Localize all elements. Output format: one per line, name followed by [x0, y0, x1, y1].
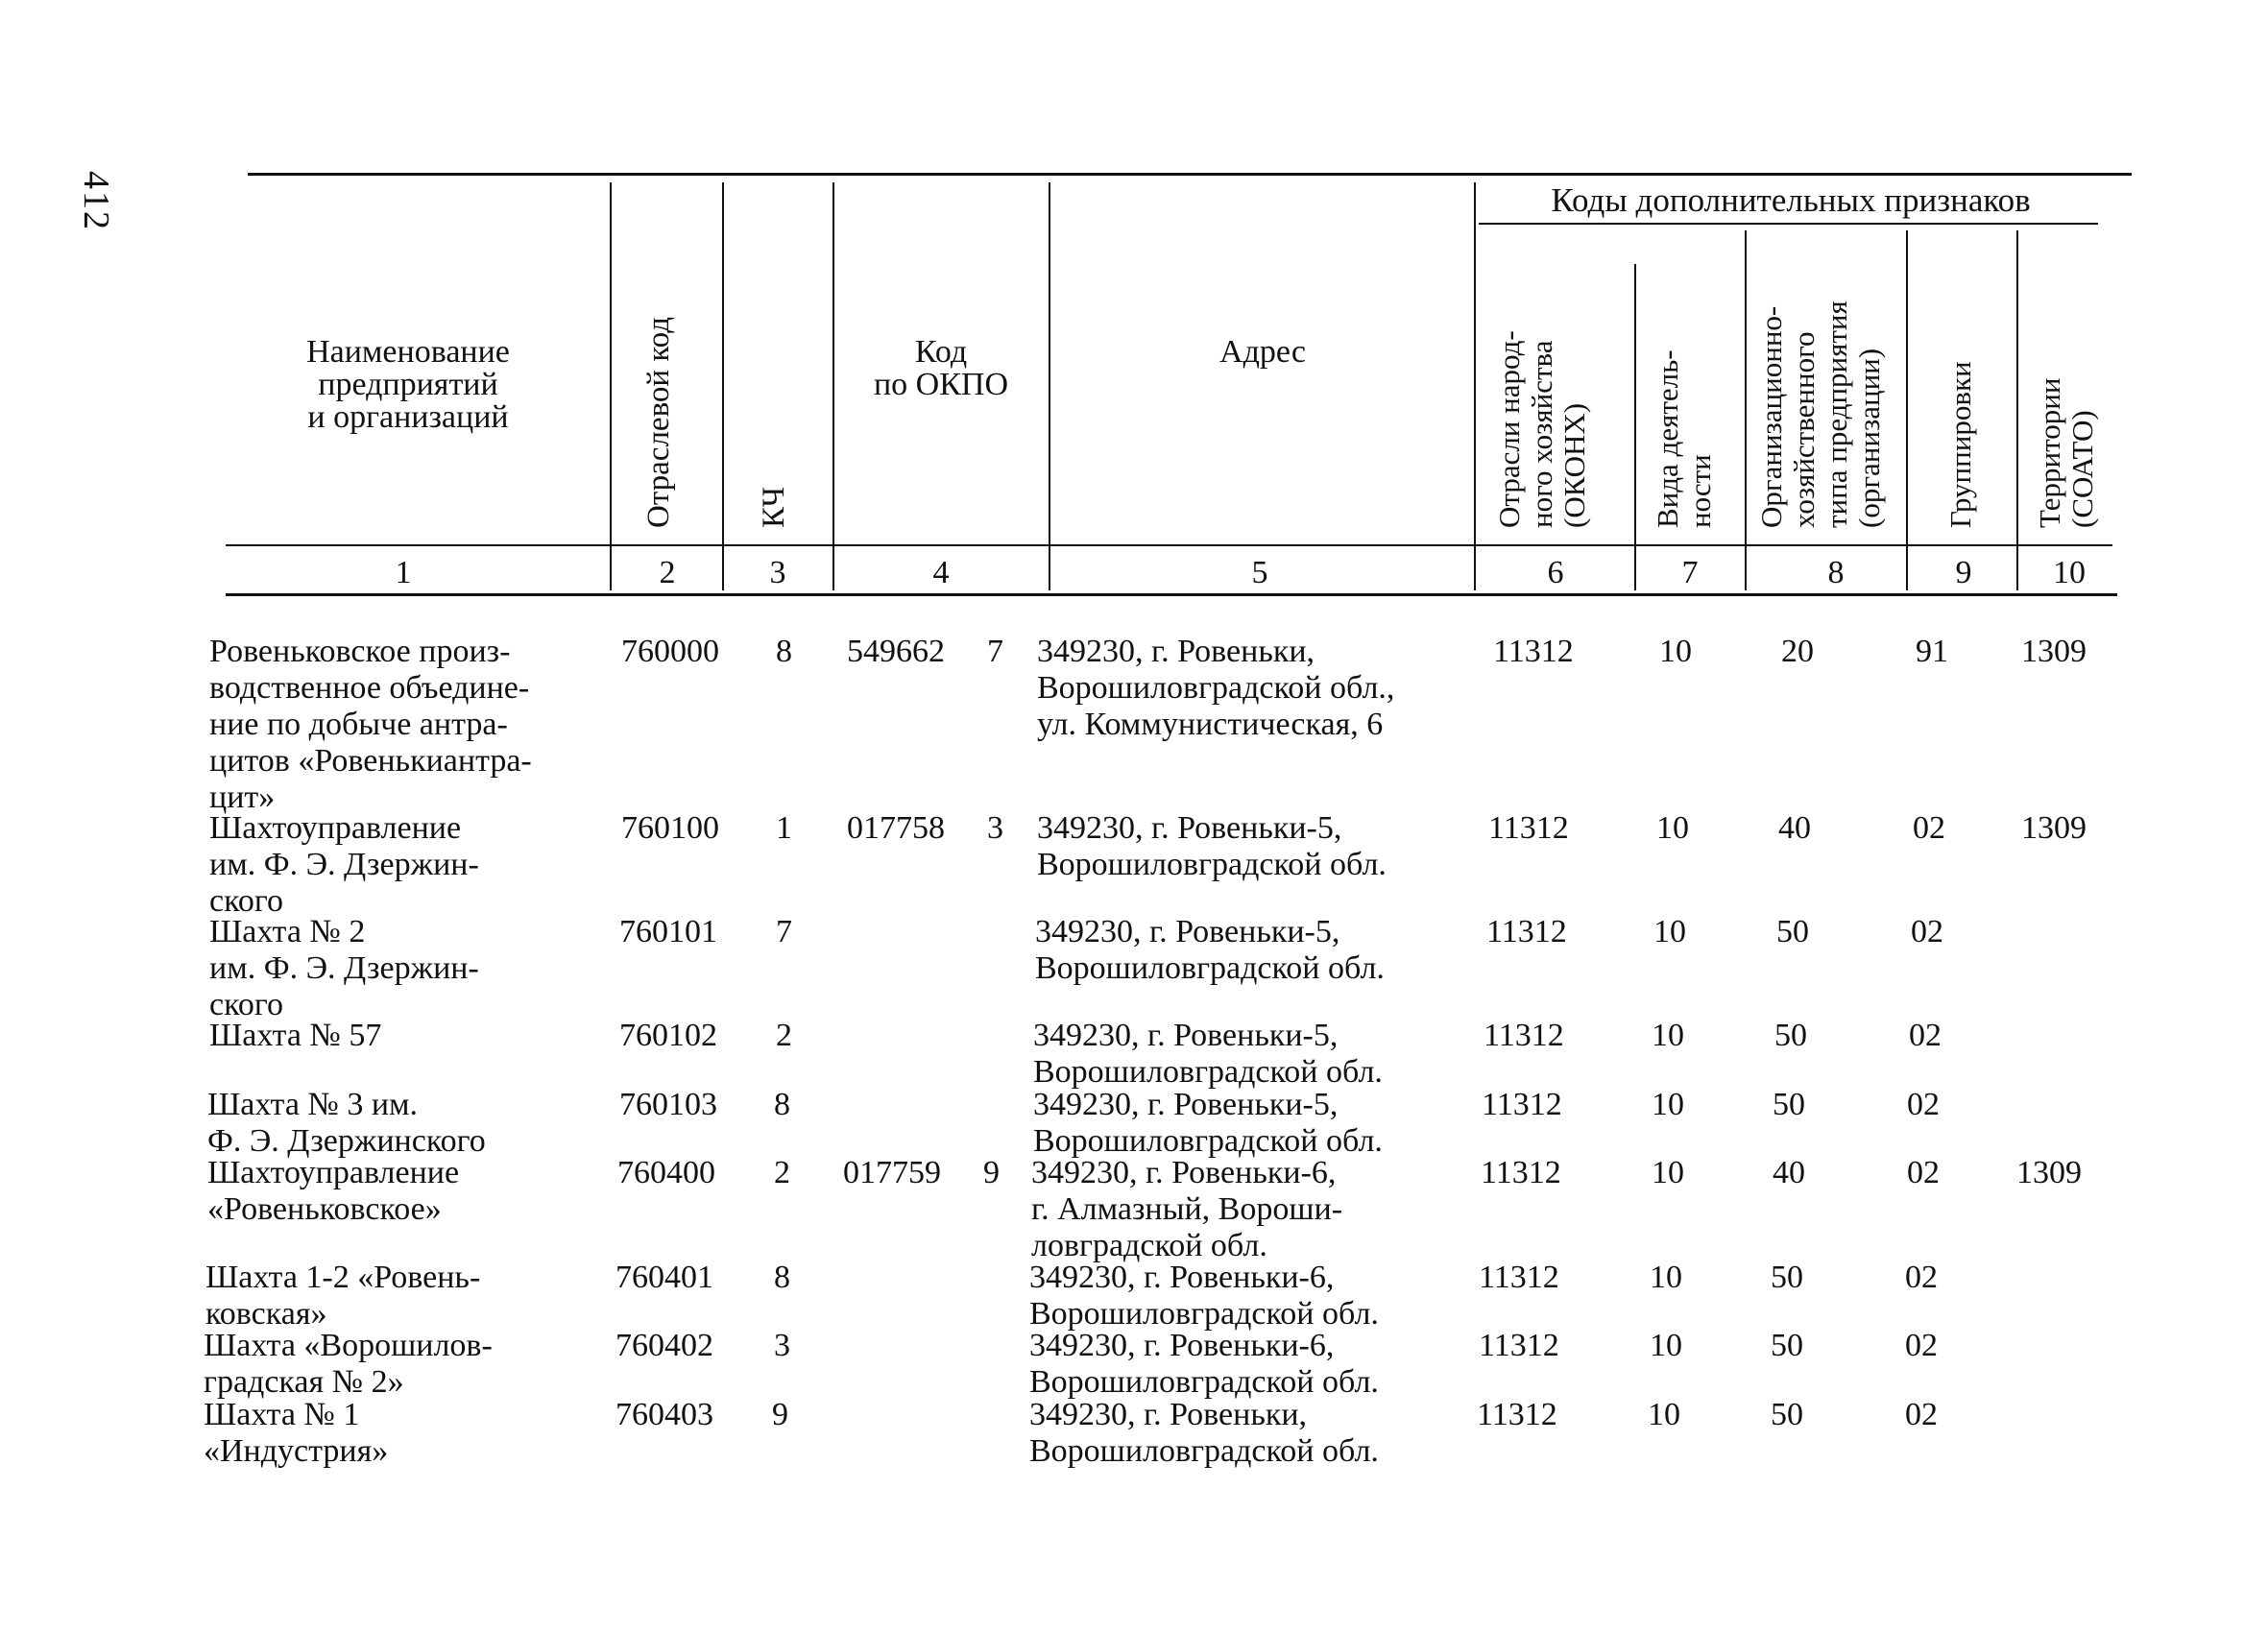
row-2-activity: 10: [1656, 810, 1689, 846]
row-6-group: 02: [1907, 1155, 1940, 1190]
row-1-okonh: 11312: [1493, 634, 1574, 669]
row-1-activity: 10: [1659, 634, 1692, 669]
page-number: 412: [76, 171, 116, 231]
row-7-group: 02: [1905, 1260, 1938, 1295]
row-4-okonh: 11312: [1484, 1018, 1564, 1053]
row-9-group: 02: [1905, 1397, 1938, 1432]
extra-codes-underline: [1479, 223, 2098, 225]
row-2-code: 760100: [621, 810, 719, 846]
header-address: Адрес: [1219, 334, 1306, 370]
column-number-7: 7: [1681, 555, 1699, 590]
table-top-rule: [248, 173, 2132, 176]
row-5-activity: 10: [1652, 1087, 1684, 1122]
row-7-org-type: 50: [1771, 1260, 1803, 1295]
row-1-code: 760000: [621, 634, 719, 669]
row-1-group: 91: [1916, 634, 1948, 669]
column-number-6: 6: [1547, 555, 1564, 590]
header-okonh: Отрасли народ- ного хозяйства (ОКОНХ): [1492, 330, 1591, 528]
col-divider-5: [1049, 182, 1050, 590]
row-3-address: 349230, г. Ровеньки-5, Ворошиловградской обл.: [1035, 914, 1385, 986]
column-number-5: 5: [1251, 555, 1268, 590]
row-7-kch: 8: [774, 1260, 790, 1295]
row-1-soato: 1309: [2021, 634, 2087, 669]
row-3-org-type: 50: [1776, 914, 1809, 949]
row-9-code: 760403: [615, 1397, 713, 1432]
row-1-kch: 8: [776, 634, 792, 669]
row-2-address: 349230, г. Ровеньки-5, Ворошиловградской обл.: [1037, 810, 1387, 882]
header-okpo: Код по ОКПО: [873, 334, 1009, 402]
column-number-8: 8: [1827, 555, 1845, 590]
row-5-okonh: 11312: [1482, 1087, 1562, 1122]
row-1-name: Ровеньковское произ- водственное объедине- ние по добыче антра- цитов «Ровенькиантра- цит»: [209, 634, 532, 815]
row-4-activity: 10: [1652, 1018, 1684, 1053]
row-6-kch: 2: [774, 1155, 790, 1190]
row-8-org-type: 50: [1771, 1328, 1803, 1363]
column-number-3: 3: [769, 555, 786, 590]
row-2-okonh: 11312: [1488, 810, 1569, 846]
row-3-kch: 7: [776, 914, 792, 949]
row-2-org-type: 40: [1778, 810, 1811, 846]
row-6-okpo-check: 9: [983, 1155, 1000, 1190]
row-8-group: 02: [1905, 1328, 1938, 1363]
row-9-org-type: 50: [1771, 1397, 1803, 1432]
header-bottom-rule: [226, 544, 2112, 546]
header-branch-code: Отраслевой код: [641, 316, 676, 528]
row-9-name: Шахта № 1 «Индустрия»: [204, 1397, 389, 1469]
header-extra-codes: Коды дополнительных признаков: [1551, 181, 2031, 219]
col-divider-7: [1634, 264, 1636, 590]
row-3-okonh: 11312: [1486, 914, 1567, 949]
row-1-org-type: 20: [1781, 634, 1814, 669]
row-2-kch: 1: [776, 810, 792, 846]
column-number-10: 10: [2053, 555, 2086, 590]
row-2-okpo: 017758: [847, 810, 945, 846]
row-7-code: 760401: [615, 1260, 713, 1295]
row-8-okonh: 11312: [1479, 1328, 1559, 1363]
column-number-1: 1: [395, 555, 412, 590]
row-3-code: 760101: [619, 914, 717, 949]
row-5-code: 760103: [619, 1087, 717, 1122]
row-1-okpo: 549662: [847, 634, 945, 669]
row-6-org-type: 40: [1773, 1155, 1805, 1190]
row-3-activity: 10: [1653, 914, 1686, 949]
row-8-name: Шахта «Ворошилов- градская № 2»: [204, 1328, 493, 1400]
row-4-code: 760102: [619, 1018, 717, 1053]
row-2-group: 02: [1913, 810, 1945, 846]
column-number-2: 2: [659, 555, 676, 590]
row-9-okonh: 11312: [1477, 1397, 1557, 1432]
row-6-soato: 1309: [2016, 1155, 2082, 1190]
row-2-okpo-check: 3: [987, 810, 1003, 846]
row-9-address: 349230, г. Ровеньки, Ворошиловградской обл.: [1029, 1397, 1379, 1469]
row-6-name: Шахтоуправление «Ровеньковское»: [207, 1155, 460, 1227]
col-divider-8: [1745, 230, 1747, 590]
header-soato: Территории (СОАТО): [2033, 377, 2099, 528]
row-7-activity: 10: [1650, 1260, 1682, 1295]
row-6-address: 349230, г. Ровеньки-6, г. Алмазный, Вороши- ловградской обл.: [1031, 1155, 1343, 1263]
row-6-okonh: 11312: [1481, 1155, 1561, 1190]
row-5-org-type: 50: [1773, 1087, 1805, 1122]
col-divider-2: [610, 182, 612, 590]
row-5-group: 02: [1907, 1087, 1940, 1122]
col-divider-3: [722, 182, 724, 590]
row-8-activity: 10: [1650, 1328, 1682, 1363]
row-4-group: 02: [1909, 1018, 1942, 1053]
col-divider-9: [1906, 230, 1908, 590]
header-groups: Группировки: [1943, 361, 1977, 528]
row-2-name: Шахтоуправление им. Ф. Э. Дзержин- ского: [209, 810, 479, 919]
header-kch: КЧ: [757, 486, 791, 528]
row-5-name: Шахта № 3 им. Ф. Э. Дзержинского: [207, 1087, 486, 1159]
row-8-address: 349230, г. Ровеньки-6, Ворошиловградской обл.: [1029, 1328, 1379, 1400]
col-divider-4: [832, 182, 834, 590]
row-7-okonh: 11312: [1479, 1260, 1559, 1295]
header-name: Наименование предприятий и организаций: [306, 334, 510, 435]
column-numbers-bottom-rule: [226, 593, 2117, 596]
row-9-activity: 10: [1648, 1397, 1680, 1432]
row-4-kch: 2: [776, 1018, 792, 1053]
row-9-kch: 9: [772, 1397, 788, 1432]
header-org-type: Организационно- хозяйственного типа предприятия (организации): [1754, 300, 1886, 528]
row-1-okpo-check: 7: [987, 634, 1003, 669]
row-3-group: 02: [1911, 914, 1943, 949]
row-4-address: 349230, г. Ровеньки-5, Ворошиловградской обл.: [1033, 1018, 1383, 1090]
row-7-name: Шахта 1-2 «Ровень- ковская»: [205, 1260, 481, 1332]
row-6-code: 760400: [617, 1155, 715, 1190]
row-6-okpo: 017759: [843, 1155, 941, 1190]
row-5-kch: 8: [774, 1087, 790, 1122]
row-1-address: 349230, г. Ровеньки, Ворошиловградской обл., ул. Коммунистическая, 6: [1037, 634, 1395, 742]
col-divider-6: [1474, 182, 1476, 590]
row-8-code: 760402: [615, 1328, 713, 1363]
row-5-address: 349230, г. Ровеньки-5, Ворошиловградской обл.: [1033, 1087, 1383, 1159]
row-4-org-type: 50: [1774, 1018, 1807, 1053]
row-2-soato: 1309: [2021, 810, 2087, 846]
row-4-name: Шахта № 57: [209, 1018, 382, 1053]
row-6-activity: 10: [1652, 1155, 1684, 1190]
header-activity: Вида деятель- ности: [1651, 349, 1717, 528]
row-3-name: Шахта № 2 им. Ф. Э. Дзержин- ского: [209, 914, 479, 1022]
col-divider-10: [2016, 230, 2018, 590]
row-7-address: 349230, г. Ровеньки-6, Ворошиловградской обл.: [1029, 1260, 1379, 1332]
column-number-4: 4: [932, 555, 950, 590]
row-8-kch: 3: [774, 1328, 790, 1363]
column-number-9: 9: [1955, 555, 1972, 590]
